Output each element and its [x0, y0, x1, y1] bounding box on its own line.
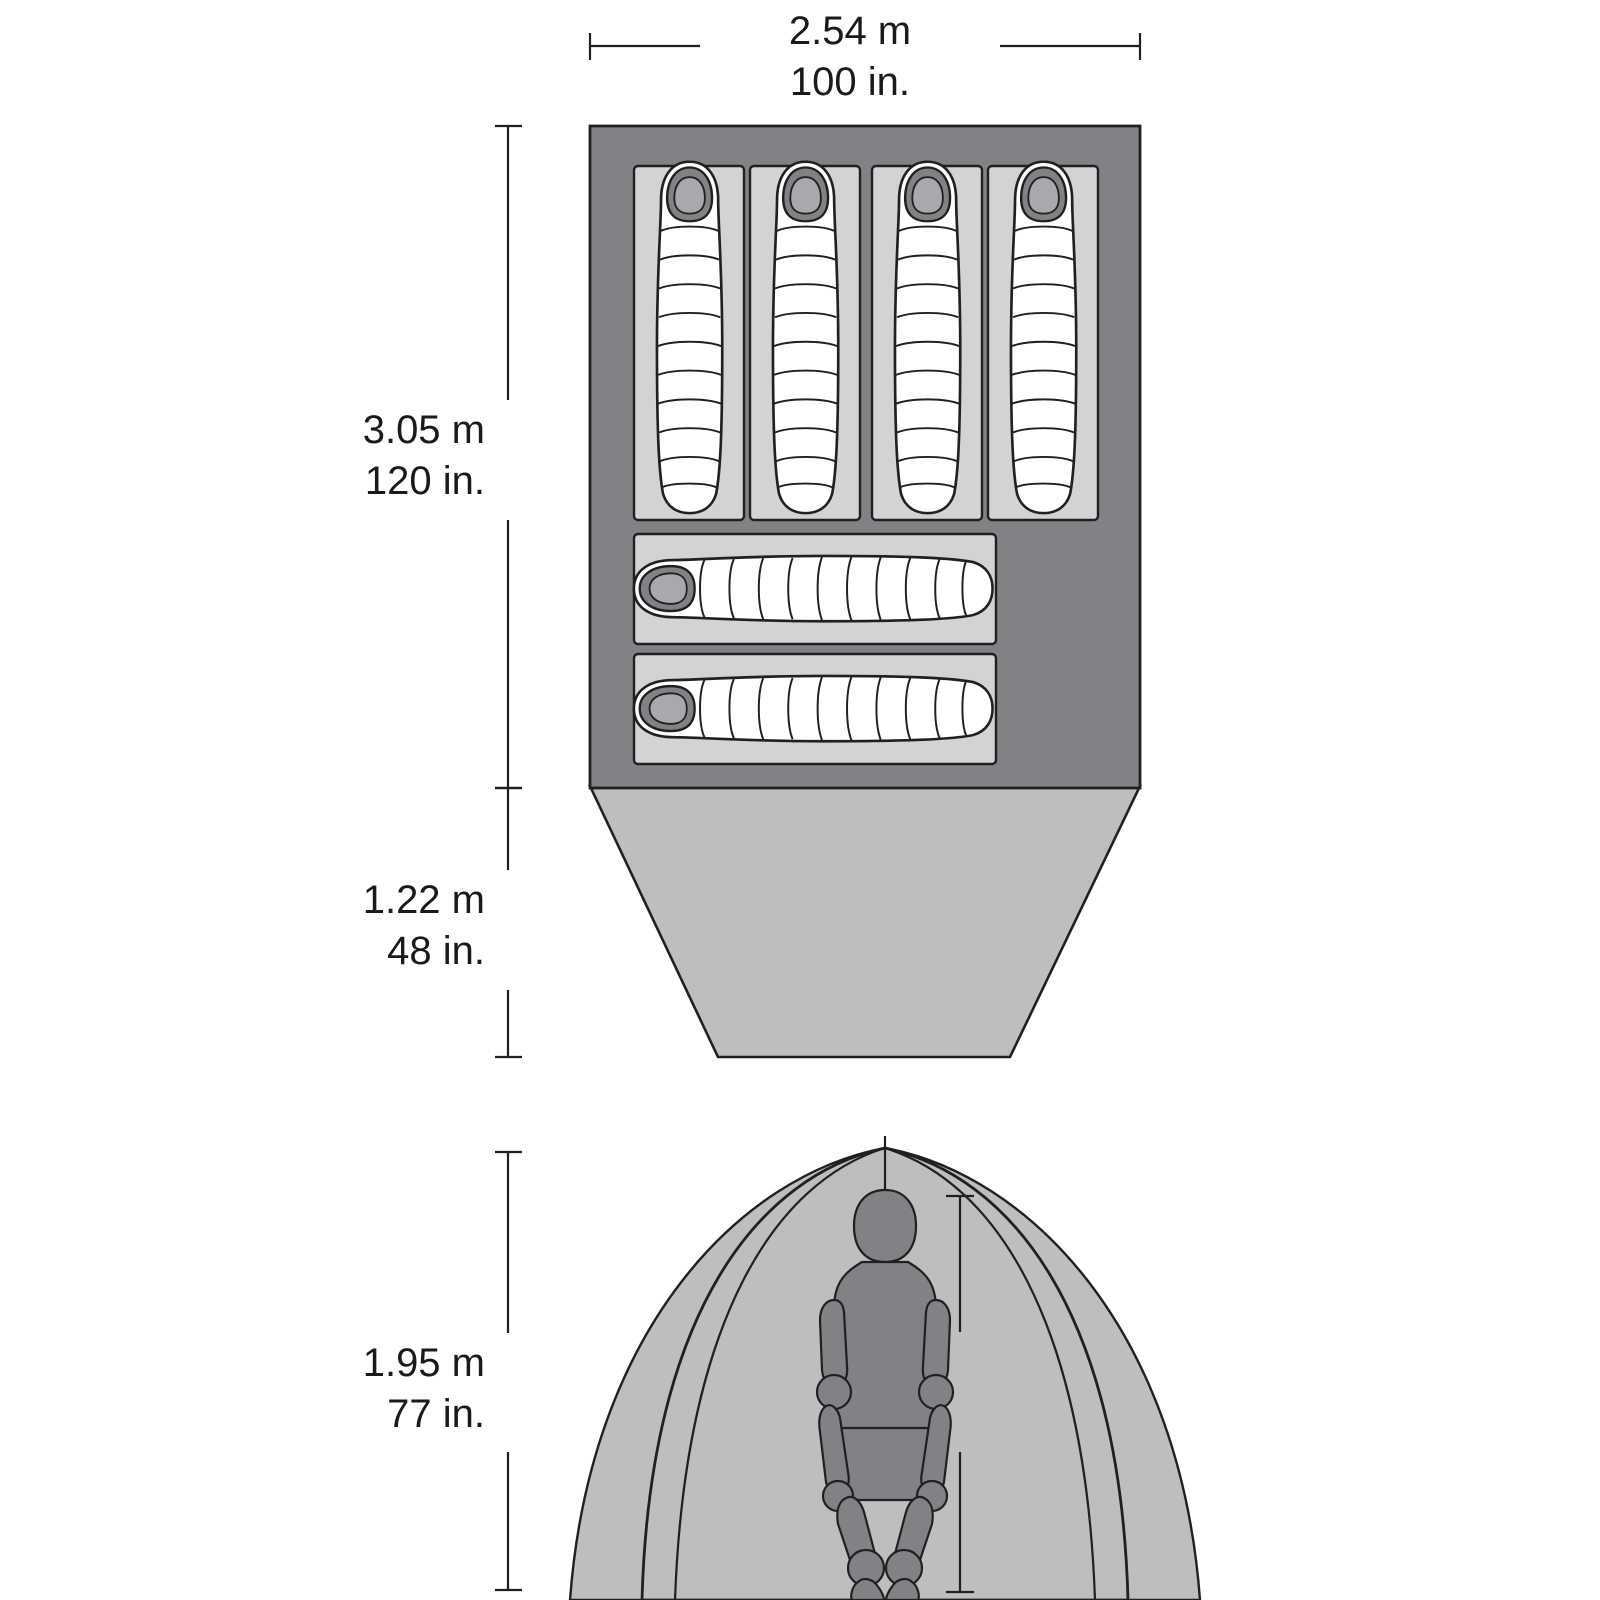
floorplan-group — [590, 126, 1140, 1057]
width-dimension-line — [590, 33, 1140, 60]
vestibule-shape — [590, 786, 1140, 1057]
width-metric: 2.54 m — [788, 9, 912, 53]
sleeping-bag — [657, 162, 722, 513]
length-dimension-line — [495, 126, 522, 788]
sleeping-bag — [634, 556, 993, 621]
vestibule-imperial: 48 in. — [387, 929, 485, 974]
length-metric: 3.05 m — [362, 408, 485, 452]
sleeping-bag — [895, 162, 960, 513]
elevation-dimension-line — [495, 1152, 522, 1590]
length-imperial: 120 in. — [364, 459, 485, 504]
vestibule-dimension-line — [495, 788, 522, 1057]
height-metric: 1.95 m — [362, 1341, 485, 1385]
elevation-group — [570, 1136, 1200, 1600]
sleeping-bag — [634, 676, 993, 741]
width-imperial: 100 in. — [789, 60, 911, 105]
height-imperial: 77 in. — [387, 1392, 485, 1437]
vestibule-metric: 1.22 m — [362, 878, 485, 922]
sleeping-bag — [773, 162, 838, 513]
sleeping-bag — [1011, 162, 1076, 513]
